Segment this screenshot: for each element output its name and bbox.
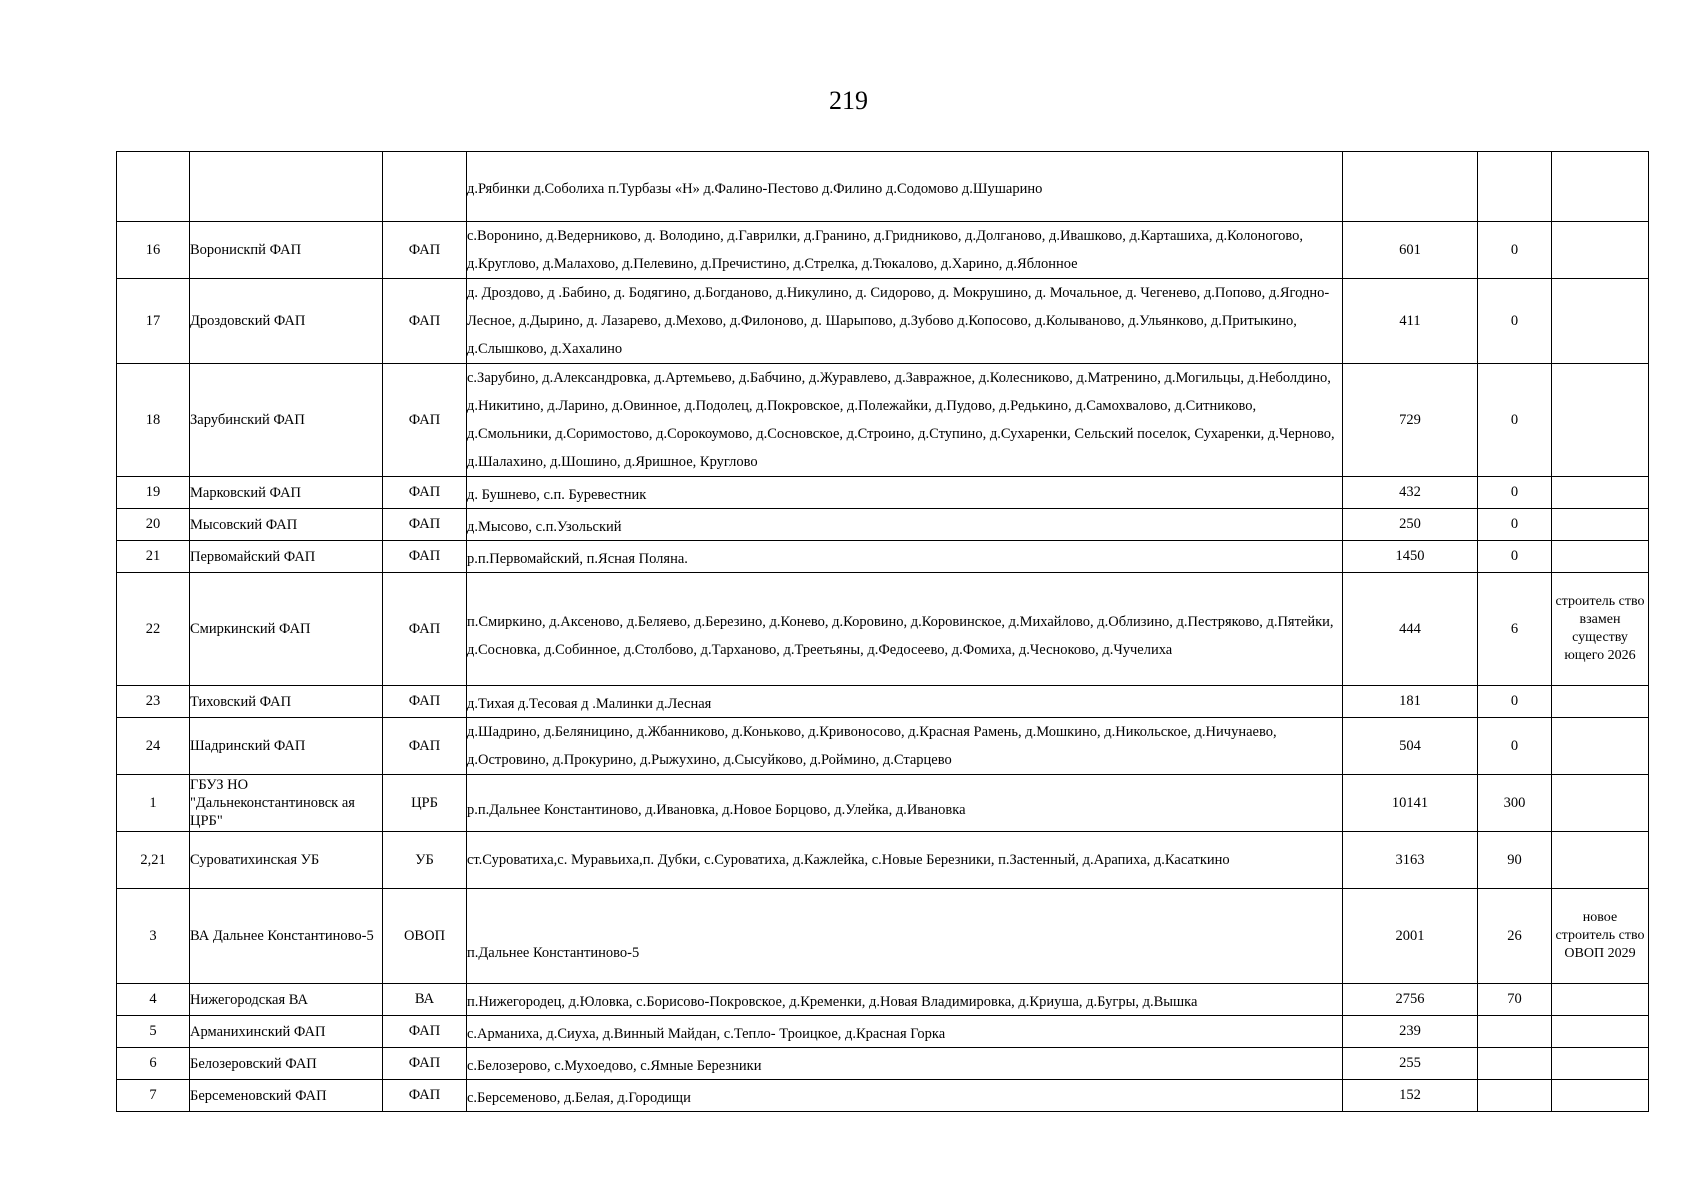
beds: 300 xyxy=(1478,775,1552,832)
settlements-list: с.Зарубино, д.Александровка, д.Артемьево, д.Бабчино, д.Журавлево, д.Завражное, д.Колесниково, д.Матренино, д.Могильцы, д.Неболдино, д.Никитино, д.Ларино, д.Овинное, д.Подолец, д.Покровское, д.Полежайки, д.Пудово, д.Редькино, д.Самохвалово, д.Ситниково, д.Смольники, д.Соримостово, д.Сорокоумово, д.Сосновское, д.Строино, д.Ступино, д.Сухаренки, Сельский поселок, Сухаренки, д.Черново, д.Шалахино, д.Шошино, д.Яришное, Круглово xyxy=(467,364,1343,477)
row-number xyxy=(117,152,190,222)
row-number: 7 xyxy=(117,1080,190,1112)
facility-type: ФАП xyxy=(383,1016,467,1048)
settlements-list: р.п.Первомайский, п.Ясная Поляна. xyxy=(467,541,1343,573)
facility-name: Шадринский ФАП xyxy=(190,718,383,775)
row-number: 22 xyxy=(117,573,190,686)
facility-name: Мысовский ФАП xyxy=(190,509,383,541)
table-row xyxy=(117,1080,1649,1112)
row-number: 16 xyxy=(117,222,190,279)
note xyxy=(1552,222,1649,279)
facility-type: ФАП xyxy=(383,1080,467,1112)
facility-type: ФАП xyxy=(383,1048,467,1080)
beds: 0 xyxy=(1478,364,1552,477)
facility-type: ЦРБ xyxy=(383,775,467,832)
facility-name xyxy=(190,152,383,222)
beds: 0 xyxy=(1478,477,1552,509)
facility-name: Нижегородская ВА xyxy=(190,984,383,1016)
facility-name: ГБУЗ НО "Дальнеконстантиновск ая ЦРБ" xyxy=(190,775,383,832)
beds: 0 xyxy=(1478,279,1552,364)
note xyxy=(1552,152,1649,222)
facility-name: ВА Дальнее Константиново-5 xyxy=(190,889,383,984)
population: 432 xyxy=(1343,477,1478,509)
beds: 0 xyxy=(1478,686,1552,718)
population: 250 xyxy=(1343,509,1478,541)
facility-name: Смиркинский ФАП xyxy=(190,573,383,686)
population: 601 xyxy=(1343,222,1478,279)
beds: 0 xyxy=(1478,222,1552,279)
facility-name: Арманихинский ФАП xyxy=(190,1016,383,1048)
row-number: 4 xyxy=(117,984,190,1016)
settlements-list: с.Воронино, д.Ведерниково, д. Володино, д.Гаврилки, д.Гранино, д.Гридниково, д.Долганово, д.Ивашково, д.Карташиха, д.Колоногово, д.Круглово, д.Малахово, д.Пелевино, д.Пречистино, д.Стрелка, д.Тюкалово, д.Харино, д.Яблонное xyxy=(467,222,1343,279)
facility-name: Берсеменовский ФАП xyxy=(190,1080,383,1112)
facility-name: Белозеровский ФАП xyxy=(190,1048,383,1080)
note xyxy=(1552,541,1649,573)
facility-name: Марковский ФАП xyxy=(190,477,383,509)
facility-type: ФАП xyxy=(383,509,467,541)
facility-type: ФАП xyxy=(383,541,467,573)
settlements-list: д. Дроздово, д .Бабино, д. Бодягино, д.Богданово, д.Никулино, д. Сидорово, д. Мокрушино, д. Мочальное, д. Чегенево, д.Попово, д.Ягодно-Лесное, д.Дырино, д. Лазарево, д.Мехово, д.Филоново, д. Шарыпово, д.Зубово д.Копосово, д.Колываново, д.Ульянково, д.Притыкино, д.Слышково, д.Хахалино xyxy=(467,279,1343,364)
facility-name: Первомайский ФАП xyxy=(190,541,383,573)
table-row xyxy=(117,775,1649,832)
facility-name: Суроватихинская УБ xyxy=(190,832,383,889)
facility-type: ВА xyxy=(383,984,467,1016)
beds: 0 xyxy=(1478,541,1552,573)
facility-type: ФАП xyxy=(383,222,467,279)
beds: 70 xyxy=(1478,984,1552,1016)
row-number: 20 xyxy=(117,509,190,541)
settlements-list: п.Нижегородец, д.Юловка, с.Борисово-Покровское, д.Кременки, д.Новая Владимировка, д.Криуша, д.Бугры, д.Вышка xyxy=(467,984,1343,1016)
table-row xyxy=(117,279,1649,364)
facility-type: ФАП xyxy=(383,573,467,686)
table-row xyxy=(117,573,1649,686)
note xyxy=(1552,686,1649,718)
table-row xyxy=(117,889,1649,984)
table-row xyxy=(117,686,1649,718)
note xyxy=(1552,718,1649,775)
table-row xyxy=(117,718,1649,775)
table-row xyxy=(117,222,1649,279)
population: 2756 xyxy=(1343,984,1478,1016)
settlements-list: п.Дальнее Константиново-5 xyxy=(467,889,1343,984)
note xyxy=(1552,1080,1649,1112)
population: 152 xyxy=(1343,1080,1478,1112)
facility-type: ФАП xyxy=(383,364,467,477)
beds: 6 xyxy=(1478,573,1552,686)
facility-name: Тиховский ФАП xyxy=(190,686,383,718)
beds: 90 xyxy=(1478,832,1552,889)
note xyxy=(1552,775,1649,832)
population xyxy=(1343,152,1478,222)
settlements-list: с.Арманиха, д.Сиуха, д.Винный Майдан, с.Тепло- Троицкое, д.Красная Горка xyxy=(467,1016,1343,1048)
beds xyxy=(1478,152,1552,222)
note xyxy=(1552,509,1649,541)
population: 2001 xyxy=(1343,889,1478,984)
facility-type: ОВОП xyxy=(383,889,467,984)
population: 10141 xyxy=(1343,775,1478,832)
beds xyxy=(1478,1048,1552,1080)
facility-type xyxy=(383,152,467,222)
row-number: 24 xyxy=(117,718,190,775)
facility-type: ФАП xyxy=(383,477,467,509)
facility-name: Зарубинский ФАП xyxy=(190,364,383,477)
settlements-list: с.Берсеменово, д.Белая, д.Городищи xyxy=(467,1080,1343,1112)
settlements-list: п.Смиркино, д.Аксеново, д.Беляево, д.Березино, д.Конево, д.Коровино, д.Коровинское, д.Михайлово, д.Облизино, д.Пестряково, д.Пятейки, д.Сосновка, д.Собинное, д.Столбово, д.Тарханово, д.Треетьяны, д.Федосеево, д.Фомиха, д.Чесноково, д.Чучелиха xyxy=(467,573,1343,686)
settlements-list: д.Тихая д.Тесовая д .Малинки д.Лесная xyxy=(467,686,1343,718)
row-number: 19 xyxy=(117,477,190,509)
beds xyxy=(1478,1016,1552,1048)
table-row xyxy=(117,1048,1649,1080)
beds: 0 xyxy=(1478,509,1552,541)
facility-type: ФАП xyxy=(383,686,467,718)
table-row xyxy=(117,984,1649,1016)
row-number: 17 xyxy=(117,279,190,364)
facility-type: ФАП xyxy=(383,279,467,364)
row-number: 3 xyxy=(117,889,190,984)
population: 181 xyxy=(1343,686,1478,718)
settlements-list: д.Шадрино, д.Беляницино, д.Жбанниково, д.Коньково, д.Кривоносово, д.Красная Рамень, д.Мошкино, д.Никольское, д.Ничунаево, д.Островино, д.Прокурино, д.Рыжухино, д.Сысуйково, д.Роймино, д.Старцево xyxy=(467,718,1343,775)
table-row xyxy=(117,832,1649,889)
note xyxy=(1552,832,1649,889)
table-row xyxy=(117,152,1649,222)
row-number: 23 xyxy=(117,686,190,718)
settlements-list: ст.Суроватиха,с. Муравьиха,п. Дубки, с.Суроватиха, д.Кажлейка, с.Новые Березники, п.Застенный, д.Арапиха, д.Касаткино xyxy=(467,832,1343,889)
facility-name: Дроздовский ФАП xyxy=(190,279,383,364)
beds: 26 xyxy=(1478,889,1552,984)
population: 239 xyxy=(1343,1016,1478,1048)
row-number: 5 xyxy=(117,1016,190,1048)
row-number: 18 xyxy=(117,364,190,477)
facility-name: Воронискпй ФАП xyxy=(190,222,383,279)
facilities-table xyxy=(116,151,1649,1112)
settlements-list: д. Бушнево, с.п. Буревестник xyxy=(467,477,1343,509)
settlements-list: д.Рябинки д.Соболиха п.Турбазы «Н» д.Фалино-Пестово д.Филино д.Содомово д.Шушарино xyxy=(467,152,1343,222)
row-number: 1 xyxy=(117,775,190,832)
note xyxy=(1552,364,1649,477)
population: 1450 xyxy=(1343,541,1478,573)
note xyxy=(1552,1048,1649,1080)
table-row xyxy=(117,509,1649,541)
settlements-list: д.Мысово, с.п.Узольский xyxy=(467,509,1343,541)
note xyxy=(1552,1016,1649,1048)
table-row xyxy=(117,364,1649,477)
table-row xyxy=(117,1016,1649,1048)
row-number: 6 xyxy=(117,1048,190,1080)
note xyxy=(1552,279,1649,364)
population: 3163 xyxy=(1343,832,1478,889)
settlements-list: р.п.Дальнее Константиново, д.Ивановка, д.Новое Борцово, д.Улейка, д.Ивановка xyxy=(467,775,1343,832)
note: строитель ство взамен существу ющего 2026 xyxy=(1552,573,1649,686)
row-number: 21 xyxy=(117,541,190,573)
population: 255 xyxy=(1343,1048,1478,1080)
facility-type: ФАП xyxy=(383,718,467,775)
population: 444 xyxy=(1343,573,1478,686)
page-number: 219 xyxy=(829,86,868,115)
table-row xyxy=(117,541,1649,573)
note xyxy=(1552,477,1649,509)
population: 729 xyxy=(1343,364,1478,477)
beds: 0 xyxy=(1478,718,1552,775)
population: 504 xyxy=(1343,718,1478,775)
facility-type: УБ xyxy=(383,832,467,889)
note: новое строитель ство ОВОП 2029 xyxy=(1552,889,1649,984)
table-row xyxy=(117,477,1649,509)
note xyxy=(1552,984,1649,1016)
settlements-list: с.Белозерово, с.Мухоедово, с.Ямные Березники xyxy=(467,1048,1343,1080)
beds xyxy=(1478,1080,1552,1112)
population: 411 xyxy=(1343,279,1478,364)
row-number: 2,21 xyxy=(117,832,190,889)
